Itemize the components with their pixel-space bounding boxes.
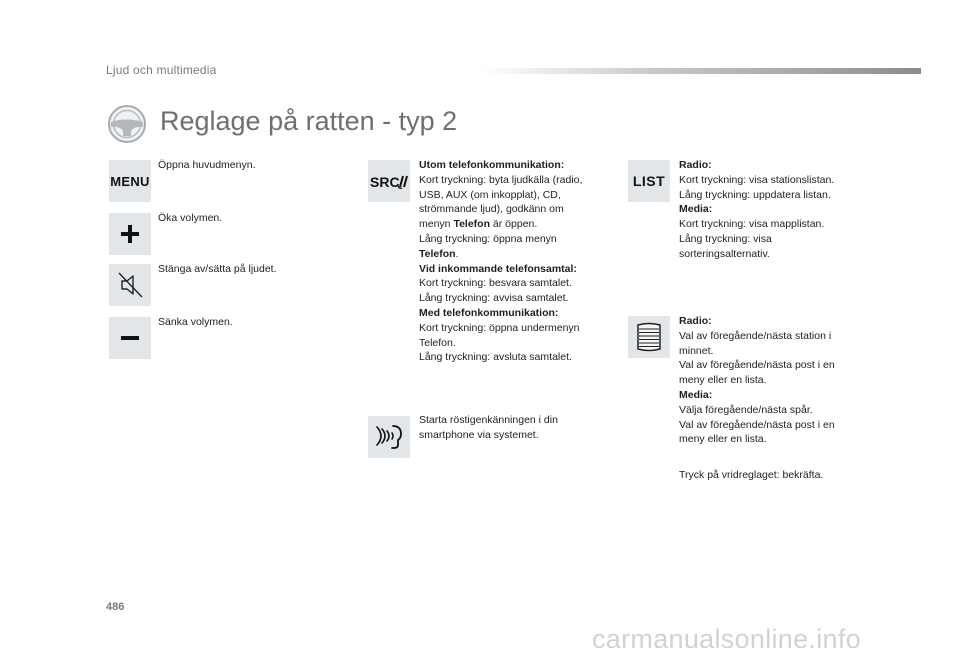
svg-text:SRC: SRC (370, 174, 400, 190)
menu-icon: MENU (110, 173, 150, 189)
scroll-wheel-button[interactable] (628, 316, 670, 358)
src-button[interactable] (368, 160, 410, 202)
page-title: Reglage på ratten - typ 2 (160, 106, 458, 136)
list-button[interactable] (628, 160, 670, 202)
src-description: Utom telefonkommunikation: Kort tryckning: byta ljudkälla (radio, USB, AUX (om inkopplat), CD, strömmande ljud), godkänn om menyn Telefon är öppen. Lång tryckning: öppna menyn Telefon. Vid inkommande telefonsamtal: Kort tryckning: besvara samtalet. Lång tryckning: avvisa samtalet. Med telefonkommunikation: Kort tryckning: öppna undermenyn Telefon. Lång tryckning: avsluta samtalet. (419, 159, 583, 364)
mute-icon (115, 270, 145, 300)
menu-button[interactable] (109, 160, 151, 202)
volume-up-description: Öka volymen. (158, 212, 223, 224)
volume-up-button[interactable] (109, 213, 151, 255)
voice-button[interactable] (368, 416, 410, 458)
voice-icon (373, 422, 405, 452)
mute-button[interactable] (109, 264, 151, 306)
volume-down-description: Sänka volymen. (158, 316, 233, 328)
menu-description: Öppna huvudmenyn. (158, 159, 256, 171)
scroll-wheel-description: Radio: Val av föregående/nästa station i minnet. Val av föregående/nästa post i en meny eller en lista. Media: Välja föregående/nästa spår. Val av föregående/nästa post i en meny eller en lista. (679, 315, 835, 446)
steering-wheel-icon (106, 104, 148, 144)
volume-down-button[interactable] (109, 317, 151, 359)
scroll-wheel-icon (634, 322, 664, 352)
list-icon: LIST (632, 173, 666, 189)
minus-icon (120, 335, 140, 341)
page-number: 486 (106, 601, 125, 613)
plus-icon (120, 224, 140, 244)
mute-description: Stänga av/sätta på ljudet. (158, 263, 277, 275)
src-icon (369, 171, 409, 191)
header-divider (480, 68, 921, 74)
section-header: Ljud och multimedia (106, 63, 217, 77)
scroll-wheel-confirm: Tryck på vridreglaget: bekräfta. (679, 469, 824, 481)
voice-description: Starta röstigenkänningen i din smartphone via systemet. (419, 414, 558, 441)
list-description: Radio: Kort tryckning: visa stationslistan. Lång tryckning: uppdatera listan. Media: Kort tryckning: visa mapplistan. Lång tryckning: visa sorteringsalternativ. (679, 159, 835, 260)
watermark: carmanualsonline.info (592, 624, 861, 654)
